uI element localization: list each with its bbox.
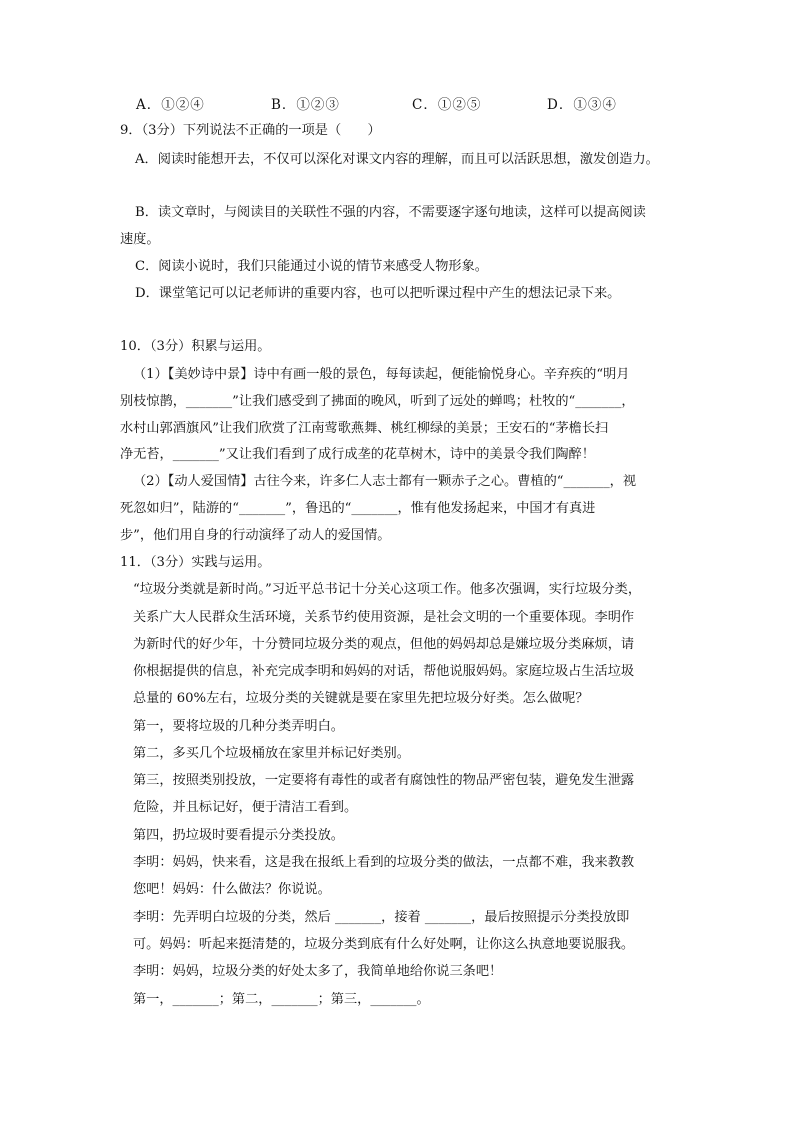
q8-choice-b[interactable]: B．①②③	[271, 97, 340, 113]
q11-answer-line: 第一，_______；第二，_______；第三，_______。	[133, 992, 430, 1007]
q11-dialog-line: 您吧！妈妈：什么做法？你说说。	[133, 882, 331, 897]
q11-intro-line: 总量的 60%左右，垃圾分类的关键就是要在家里先把垃圾分好类。怎么做呢？	[133, 691, 589, 706]
q10-p2-line: 步”，他们用自身的行动演绎了动人的爱国情。	[120, 528, 391, 543]
q10-p2-line: 死忽如归”，陆游的“_______”，鲁迅的“_______，惟有他发扬起来，中国才有真进	[120, 501, 596, 516]
q11-intro-line: 为新时代的好少年，十分赞同垃圾分类的观点，但他的妈妈却总是嫌垃圾分类麻烦，请	[133, 637, 635, 652]
q11-intro-line: “垃圾分类就是新时尚。”习近平总书记十分关心这项工作。他多次强调，实行垃圾分类，	[133, 582, 642, 597]
q10-stem: 10．（3分）积累与运用。	[120, 339, 271, 354]
q11-intro-line: 关系广大人民群众生活环境，关系节约使用资源，是社会文明的一个重要体现。李明作	[133, 610, 635, 625]
q11-dialog-line: 可。妈妈：听起来挺清楚的，垃圾分类到底有什么好处啊，让你这么执意地要说服我。	[133, 937, 635, 952]
q11-step-line: 第二，多买几个垃圾桶放在家里并标记好类别。	[133, 746, 410, 761]
q11-step-line: 危险，并且标记好，便于清洁工看到。	[133, 800, 358, 815]
q9-option-b-cont: 速度。	[120, 232, 160, 247]
q11-step-line: 第一，要将垃圾的几种分类弄明白。	[133, 719, 344, 734]
q11-step-line: 第三，按照类别投放，一定要将有毒性的或者有腐蚀性的物品严密包装，避免发生泄露	[133, 773, 635, 788]
q10-p1-line: 净无苔，_______”又让我们看到了成行成垄的花草树木，诗中的美景令我们陶醉！	[120, 447, 595, 462]
q11-stem: 11．（3分）实践与运用。	[120, 555, 271, 570]
q9-stem: 9．（3分）下列说法不正确的一项是（ ）	[120, 123, 381, 138]
q8-choice-row	[0, 94, 794, 116]
q11-dialog-line: 李明：先弄明白垃圾的分类，然后 _______，接着 _______，最后按照提示分类投放即	[133, 910, 630, 925]
q9-option-c[interactable]: C．阅读小说时，我们只能通过小说的情节来感受人物形象。	[135, 259, 488, 274]
q9-option-b[interactable]: B．读文章时，与阅读目的关联性不强的内容，不需要逐字逐句地读，这样可以提高阅读	[135, 205, 646, 220]
q11-dialog-line: 李明：妈妈，快来看，这是我在报纸上看到的垃圾分类的做法，一点都不难，我来教教	[133, 855, 635, 870]
q8-choice-c[interactable]: C．①②⑤	[412, 97, 482, 113]
q10-p1-line: 别枝惊鹊，_______”让我们感受到了拂面的晚风，听到了远处的蝉鸣；杜牧的“_______，	[120, 394, 635, 409]
q10-p2-line: （2）【动人爱国情】古往今来，许多仁人志士都有一颗赤子之心。曹植的“_______，视	[133, 474, 637, 489]
q9-option-a[interactable]: A．阅读时能想开去，不仅可以深化对课文内容的理解，而且可以活跃思想，激发创造力。	[135, 152, 659, 167]
q11-dialog-line: 李明：妈妈，垃圾分类的好处太多了，我简单地给你说三条吧！	[133, 964, 503, 979]
q8-choice-d[interactable]: D．①③④	[547, 97, 617, 113]
q11-intro-line: 你根据提供的信息，补充完成李明和妈妈的对话，帮他说服妈妈。家庭垃圾占生活垃圾	[133, 664, 635, 679]
q10-p1-line: （1）【美妙诗中景】诗中有画一般的景色，每每读起，便能愉悦身心。辛弃疾的“明月	[133, 367, 630, 382]
q10-p1-line: 水村山郭酒旗风”让我们欣赏了江南莺歌燕舞、桃红柳绿的美景；王安石的“茅檐长扫	[120, 421, 609, 436]
q8-choice-a[interactable]: A．①②④	[136, 97, 205, 113]
q9-option-d[interactable]: D．课堂笔记可以记老师讲的重要内容，也可以把听课过程中产生的想法记录下来。	[135, 286, 621, 301]
q11-step-line: 第四，扔垃圾时要看提示分类投放。	[133, 828, 344, 843]
